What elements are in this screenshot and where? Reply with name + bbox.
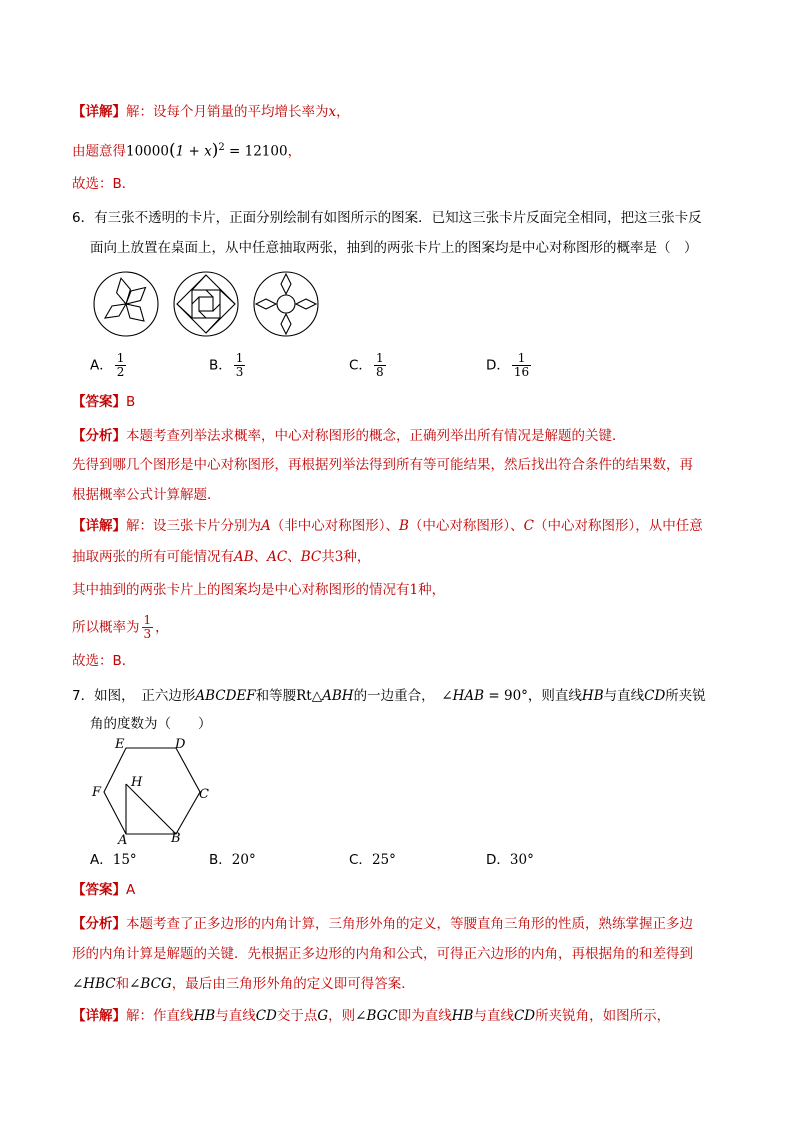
q7-analysis-line1: 【分析】本题考查了正多边形的内角计算，三角形外角的定义，等腰直角三角形的性质，熟练掌握正多边 [72, 916, 693, 932]
q7-analysis-line3: ∠HBC和∠BCG，最后由三角形外角的定义即可得答案． [72, 976, 415, 992]
q7-option-c[interactable]: C．25° [349, 852, 396, 868]
q6-detail-line1: 【详解】解：设三张卡片分别为A（非中心对称图形）、B（中心对称图形）、C（中心对称图形），从中任意 [72, 518, 703, 534]
q6-option-d[interactable]: D． $\frac{1}{16}$ [486, 351, 530, 379]
q6-stem-line2: 面向上放置在桌面上，从中任意抽取两张，抽到的两张卡片上的图案均是中心对称图形的概率是（ ） [90, 240, 698, 256]
q6-answer-line: 【答案】B [72, 394, 136, 410]
q6-option-c[interactable]: C． $\frac{1}{8}$ [349, 351, 384, 379]
label-h: H [131, 775, 143, 790]
label-f: F [92, 785, 102, 800]
q6-analysis-line3: 根据概率公式计算解题． [72, 487, 221, 503]
q6-detail-line4: 所以概率为 $\frac{1}{3}$ ， [72, 613, 169, 641]
hexagon-abcdef [104, 748, 200, 834]
q6-detail-line3: 其中抽到的两张卡片上的图案均是中心对称图形的情况有1种， [72, 582, 446, 598]
q7-stem-line1: 7．如图， 正六边形ABCDEF和等腰Rt△ABH的一边重合， ∠HAB = 90°，则直线HB与直线CD所夹锐 [72, 688, 706, 704]
label-d: D [175, 737, 186, 752]
card-pinwheel-figure [174, 272, 238, 336]
q6-detail-line2: 抽取两张的所有可能情况有AB、AC、BC共3种， [72, 549, 371, 565]
q7-option-d[interactable]: D．30° [486, 852, 534, 868]
q6-option-a[interactable]: A． $\frac{1}{2}$ [90, 351, 125, 379]
q6-card-figures [88, 266, 328, 342]
q6-option-b[interactable]: B． $\frac{1}{3}$ [209, 351, 244, 379]
label-b: B [171, 831, 181, 846]
q7-stem-line2: 角的度数为（ ） [90, 716, 212, 732]
q7-analysis-line2: 形的内角计算是解题的关键．先根据正多边形的内角和公式，可得正六边形的内角，再根据角的和差得到 [72, 946, 693, 962]
q7-option-b[interactable]: B．20° [209, 852, 256, 868]
q6-stem-line1: 6．有三张不透明的卡片，正面分别绘制有如图所示的图案．已知这三张卡片反面完全相同，把这三张卡反 [72, 210, 702, 226]
q7-answer-line: 【答案】A [72, 882, 136, 898]
q7-detail-line1: 【详解】解：作直线HB与直线CD交于点G，则∠BGC即为直线HB与直线CD所夹锐角，如图所示， [72, 1008, 671, 1024]
q5-equation-line: 由题意得$10000(1 + x)^2 = 12100$， [72, 140, 302, 161]
label-c: C [199, 787, 209, 802]
q5-detail-line: 【详解】解：设每个月销量的平均增长率为x， [72, 104, 350, 120]
q5-choice: 故选：B． [72, 176, 136, 192]
card-four-diamonds-figure [254, 272, 318, 336]
q6-analysis-line2: 先得到哪几个图形是中心对称图形，再根据列举法得到所有等可能结果，然后找出符合条件的结果数，再 [72, 457, 693, 473]
q7-hexagon-figure [86, 734, 226, 846]
q7-option-a[interactable]: A．15° [90, 852, 137, 868]
card-three-rhombi-figure [94, 272, 158, 336]
detail-tag: 【详解】 [72, 104, 126, 120]
label-a: A [118, 833, 128, 846]
label-e: E [115, 737, 125, 752]
q6-choice: 故选：B． [72, 653, 136, 669]
q6-analysis-line1: 【分析】本题考查列举法求概率，中心对称图形的概念，正确列举出所有情况是解题的关键． [72, 428, 626, 444]
